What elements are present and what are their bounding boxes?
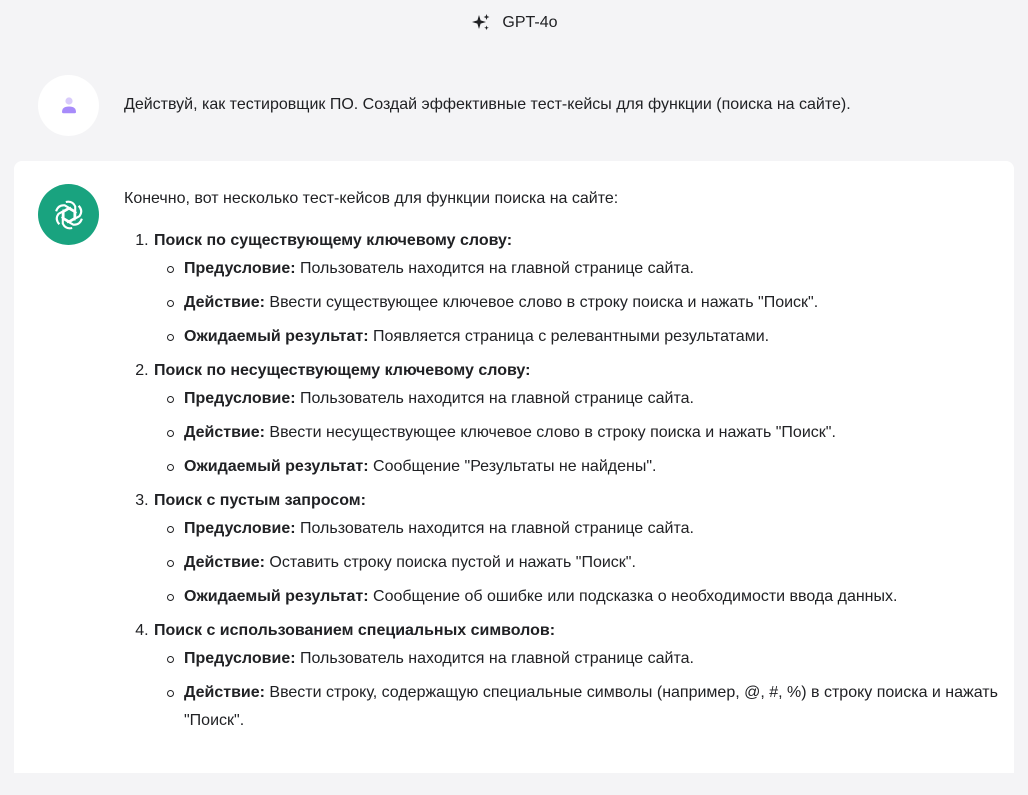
step-label: Предусловие: <box>184 520 296 537</box>
user-message <box>38 74 1008 136</box>
step-label: Действие: <box>184 294 265 311</box>
test-case-steps <box>154 255 1004 351</box>
step-text: Ввести несуществующее ключевое слово в строку поиска и нажать "Поиск". <box>264 424 836 441</box>
assistant-message-body <box>124 185 1004 741</box>
assistant-intro: Конечно, вот несколько тест-кейсов для функции поиска на сайте: <box>124 190 619 207</box>
user-message-text: Действуй, как тестировщик ПО. Создай эффективные тест-кейсы для функции (поиска на сайте). <box>124 96 851 113</box>
test-case-title: Поиск с пустым запросом: <box>154 492 366 509</box>
test-case-step <box>184 385 1004 413</box>
step-text: Пользователь находится на главной странице сайта. <box>295 650 694 667</box>
step-label: Ожидаемый результат: <box>184 458 369 475</box>
step-text: Пользователь находится на главной странице сайта. <box>295 260 694 277</box>
test-case-item <box>153 227 1004 351</box>
test-case-item <box>153 617 1004 735</box>
step-text: Сообщение "Результаты не найдены". <box>368 458 657 475</box>
bottom-area <box>0 773 1028 795</box>
test-case-step <box>184 289 1004 317</box>
user-icon <box>59 94 79 116</box>
test-case-item <box>153 487 1004 611</box>
test-case-step <box>184 419 1004 447</box>
test-case-list <box>124 227 1004 735</box>
test-case-step <box>184 453 1004 481</box>
step-text: Оставить строку поиска пустой и нажать "Поиск". <box>264 554 636 571</box>
model-name[interactable]: GPT-4o <box>502 14 558 31</box>
test-case-step <box>184 323 1004 351</box>
sparkle-icon <box>470 12 492 34</box>
test-case-steps <box>154 385 1004 481</box>
test-case-item <box>153 357 1004 481</box>
test-case-step <box>184 679 1004 735</box>
test-case-steps <box>154 645 1004 735</box>
assistant-avatar <box>38 184 99 245</box>
test-case-step <box>184 255 1004 283</box>
step-text: Ввести существующее ключевое слово в строку поиска и нажать "Поиск". <box>264 294 819 311</box>
test-case-title: Поиск по несуществующему ключевому слову: <box>154 362 531 379</box>
test-case-title: Поиск с использованием специальных символов: <box>154 622 556 639</box>
step-text: Пользователь находится на главной странице сайта. <box>295 520 694 537</box>
step-text: Пользователь находится на главной странице сайта. <box>295 390 694 407</box>
user-avatar <box>38 75 99 136</box>
model-header <box>0 0 1028 46</box>
openai-logo-icon <box>50 196 88 234</box>
test-case-step <box>184 515 1004 543</box>
step-text: Ввести строку, содержащую специальные символы (например, @, #, %) в строку поиска и нажать "Поиск". <box>184 684 998 729</box>
test-case-title: Поиск по существующему ключевому слову: <box>154 232 513 249</box>
test-case-step <box>184 549 1004 577</box>
test-case-step <box>184 583 1004 611</box>
test-case-steps <box>154 515 1004 611</box>
step-text: Появляется страница с релевантными результатами. <box>368 328 770 345</box>
step-label: Действие: <box>184 554 265 571</box>
step-label: Действие: <box>184 424 265 441</box>
step-label: Действие: <box>184 684 265 701</box>
step-label: Ожидаемый результат: <box>184 328 369 345</box>
test-case-step <box>184 645 1004 673</box>
assistant-message <box>14 161 1014 781</box>
step-text: Сообщение об ошибке или подсказка о необходимости ввода данных. <box>368 588 898 605</box>
step-label: Ожидаемый результат: <box>184 588 369 605</box>
step-label: Предусловие: <box>184 260 296 277</box>
step-label: Предусловие: <box>184 650 296 667</box>
step-label: Предусловие: <box>184 390 296 407</box>
